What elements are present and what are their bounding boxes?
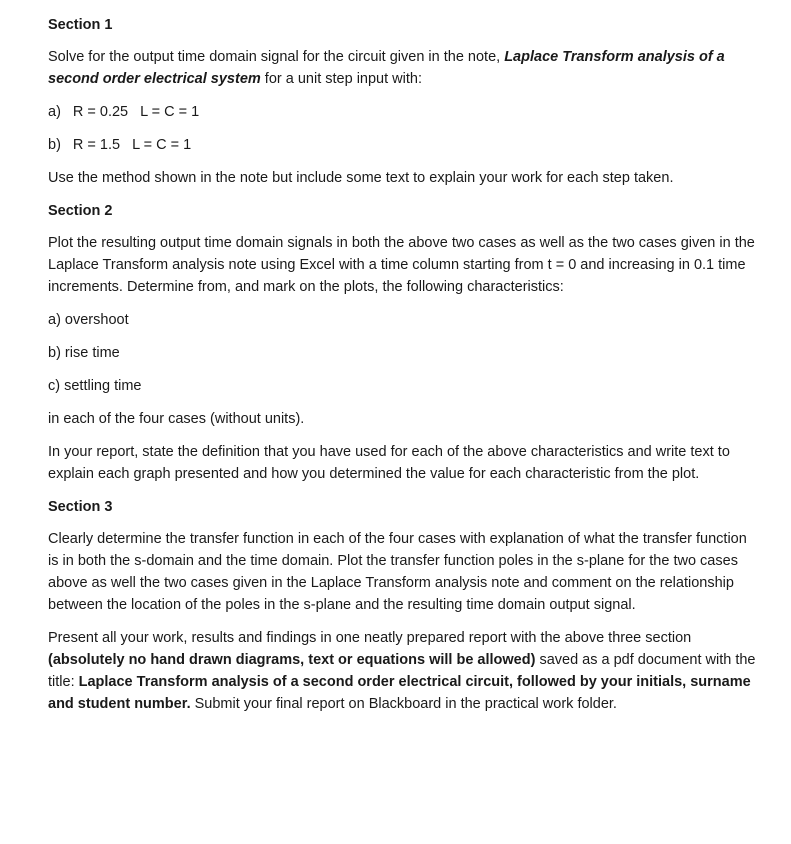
section-1-intro-pre: Solve for the output time domain signal for the circuit given in the note, [48,49,505,65]
case-b-inductance-capacitance: L = C = 1 [132,137,192,153]
closing-mid: saved as a pdf document with the title: [48,652,756,690]
report-title-requirement: Laplace Transform analysis of a second order electrical circuit, followed by your initials, surname and student number. [48,674,751,712]
characteristic-overshoot: a) overshoot [48,312,129,328]
section-1-heading: Section 1 [48,17,113,33]
case-b-label: b) [48,137,61,153]
characteristic-rise-time: b) rise time [48,345,120,361]
section-2-units-note: in each of the four cases (without units). [48,411,305,427]
case-b-resistance: R = 1.5 [72,137,121,153]
section-1-intro-post: for a unit step input with: [260,71,422,87]
case-a-resistance: R = 0.25 [72,104,129,120]
section-3-body: Clearly determine the transfer function in each of the four cases with explanation of what the transfer function is in both the s-domain and the time domain. Plot the transfer function poles in the s-plane for the two cases above as well the two cases given in the Laplace Transform analysis note and comment on the relationship between the location of the poles in the s-plane and the resulting time domain output signal. [48,531,747,613]
section-2-report-note: In your report, state the definition that you have used for each of the above characteristics and write text to explain each graph presented and how you determined the value for each characteristic from the plot. [48,444,730,482]
case-b-parameters [48,134,760,156]
case-a-label: a) [48,104,61,120]
case-a-parameters [48,101,760,123]
characteristic-settling-time: c) settling time [48,378,142,394]
section-1-intro [48,46,760,90]
assignment-document [48,14,760,726]
note-title: Laplace Transform analysis of a second order electrical system [48,49,725,87]
section-1-method-note: Use the method shown in the note but include some text to explain your work for each step taken. [48,170,674,186]
section-3-heading: Section 3 [48,499,113,515]
closing-pre: Present all your work, results and findings in one neatly prepared report with the above three section [48,630,692,646]
closing-post: Submit your final report on Blackboard in the practical work folder. [190,696,617,712]
case-a-inductance-capacitance: L = C = 1 [140,104,200,120]
section-2-intro: Plot the resulting output time domain signals in both the above two cases as well as the two cases given in the Laplace Transform analysis note using Excel with a time column starting from t = 0 and increasing in 0.1 time increments. Determine from, and mark on the plots, the following characteristics: [48,235,755,295]
section-2-heading: Section 2 [48,203,113,219]
closing-rule: (absolutely no hand drawn diagrams, text or equations will be allowed) [48,652,536,668]
closing-instructions [48,627,760,715]
